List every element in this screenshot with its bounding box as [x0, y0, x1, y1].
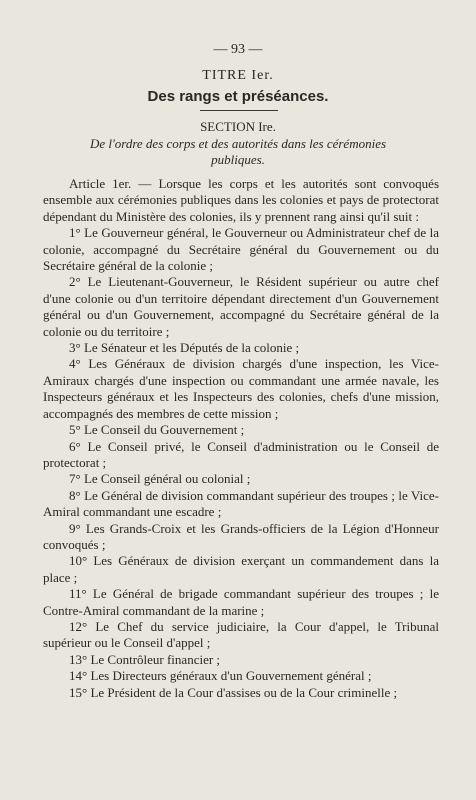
section-heading: SECTION Ire. [200, 119, 276, 134]
list-item: 10° Les Généraux de division exerçant un commandement dans la place ; [43, 553, 439, 585]
divider-rule [200, 110, 278, 111]
list-item: 3° Le Sénateur et les Députés de la colonie ; [69, 340, 300, 356]
list-item: 1° Le Gouverneur général, le Gouverneur ou Administrateur chef de la colonie, accompagné du Secrétaire général du Gouvernement ou du Secrétaire général de la colonie ; [43, 225, 439, 274]
list-item: 7° Le Conseil général ou colonial ; [69, 471, 251, 487]
article-paragraph: Article 1er. — Lorsque les corps et les autorités sont convoqués ensemble aux cérémonies publiques dans les colonies et pays de protectorat dépendant du Ministère des colonies, ils y prennent rang ainsi qu'il suit : [43, 176, 439, 224]
list-item: 14° Les Directeurs généraux d'un Gouvernement général ; [69, 668, 372, 684]
list-item: 5° Le Conseil du Gouvernement ; [69, 422, 245, 438]
list-item: 4° Les Généraux de division chargés d'une inspection, les Vice-Amiraux chargés d'une inspection ou commandant une armée navale, les Inspecteurs généraux et les Inspecteurs des colonies, chefs d'une mission, accompagnés des membres de cette mission ; [43, 356, 439, 421]
subtitle-heading: Des rangs et préséances. [147, 88, 329, 105]
section-caption: De l'ordre des corps et des autorités dans les cérémonies publiques. [89, 136, 387, 167]
list-item: 8° Le Général de division commandant supérieur des troupes ; le Vice-Amiral commandant une escadre ; [43, 487, 439, 520]
list-item: 6° Le Conseil privé, le Conseil d'administration ou le Conseil de protectorat ; [43, 438, 439, 470]
list-item: 2° Le Lieutenant-Gouverneur, le Résident supérieur ou autre chef d'une colonie ou d'un territoire dépendant directement d'un Gouvernement général ou d'un Gouvernement, accompagné du Secrétaire général de la colonie ou du territoire ; [43, 274, 439, 339]
list-item: 11° Le Général de brigade commandant supérieur des troupes ; le Contre-Amiral commandant de la marine ; [43, 586, 439, 618]
list-item: 13° Le Contrôleur financier ; [69, 651, 221, 667]
body-text [43, 176, 439, 701]
title-heading: TITRE Ier. [202, 68, 274, 83]
list-item: 9° Les Grands-Croix et les Grands-officiers de la Légion d'Honneur convoqués ; [43, 520, 439, 552]
list-item: 12° Le Chef du service judiciaire, la Cour d'appel, le Tribunal supérieur ou le Conseil d'appel ; [43, 618, 439, 651]
list-item: 15° Le Président de la Cour d'assises ou de la Cour criminelle ; [69, 684, 398, 700]
page-number: — 93 — [213, 42, 263, 57]
